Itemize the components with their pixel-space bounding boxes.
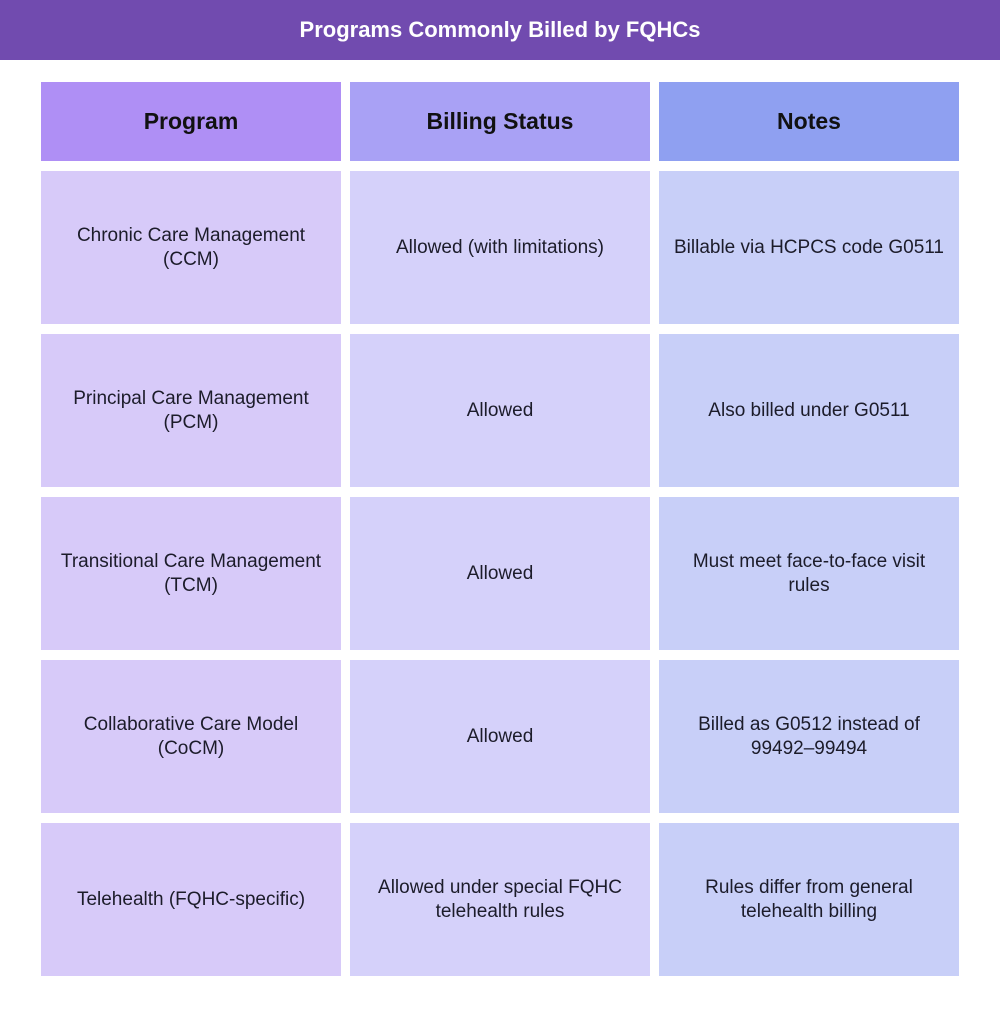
table-cell-program: Transitional Care Management (TCM)	[41, 497, 341, 650]
page-title: Programs Commonly Billed by FQHCs	[0, 0, 1000, 60]
table-cell-notes: Also billed under G0511	[659, 334, 959, 487]
table-cell-notes: Billable via HCPCS code G0511	[659, 171, 959, 324]
column-header-notes: Notes	[659, 82, 959, 161]
column-header-billing-status: Billing Status	[350, 82, 650, 161]
table-cell-program: Collaborative Care Model (CoCM)	[41, 660, 341, 813]
table-cell-program: Chronic Care Management (CCM)	[41, 171, 341, 324]
table-cell-notes: Billed as G0512 instead of 99492–99494	[659, 660, 959, 813]
table-cell-billing-status: Allowed	[350, 660, 650, 813]
table-cell-notes: Rules differ from general telehealth billing	[659, 823, 959, 976]
table-cell-notes: Must meet face-to-face visit rules	[659, 497, 959, 650]
table-cell-billing-status: Allowed	[350, 497, 650, 650]
table-cell-program: Telehealth (FQHC-specific)	[41, 823, 341, 976]
table-cell-billing-status: Allowed	[350, 334, 650, 487]
table-cell-program: Principal Care Management (PCM)	[41, 334, 341, 487]
table-cell-billing-status: Allowed under special FQHC telehealth rules	[350, 823, 650, 976]
column-header-program: Program	[41, 82, 341, 161]
table-cell-billing-status: Allowed (with limitations)	[350, 171, 650, 324]
programs-table	[41, 82, 959, 976]
